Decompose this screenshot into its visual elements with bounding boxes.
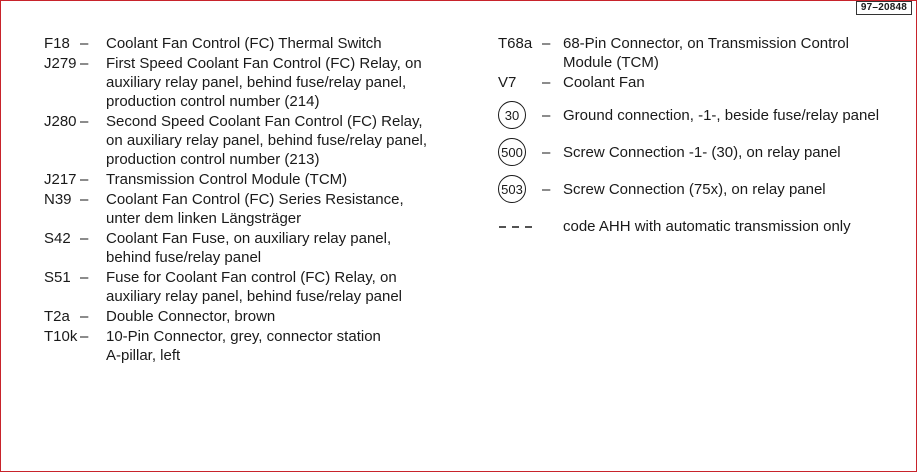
component-code: V7	[498, 74, 517, 91]
description-line: First Speed Coolant Fan Control (FC) Relay, on	[106, 55, 422, 72]
document-id: 97–20848	[856, 1, 912, 15]
description-line: Double Connector, brown	[106, 308, 276, 325]
description-line: production control number (213)	[106, 151, 320, 168]
component-code: S42	[44, 230, 71, 247]
component-description	[563, 73, 913, 92]
component-description	[563, 34, 913, 72]
circled-entry-30	[498, 101, 913, 129]
description-line: Coolant Fan Control (FC) Thermal Switch	[106, 35, 382, 52]
dashed-line-icon	[498, 224, 542, 230]
component-code: T2a	[44, 308, 70, 325]
legend-description: code AHH with automatic transmission only	[563, 218, 851, 235]
description-line: 68-Pin Connector, on Transmission Control	[563, 35, 849, 52]
separator-dash: –	[80, 113, 89, 130]
separator-dash: –	[542, 35, 551, 52]
description-line: behind fuse/relay panel	[106, 249, 262, 266]
description-line: unter dem linken Längsträger	[106, 210, 302, 227]
connection-description: Screw Connection (75x), on relay panel	[563, 180, 826, 198]
component-code: F18	[44, 35, 70, 52]
legend-entry-s42	[44, 229, 484, 267]
separator-dash: –	[80, 269, 89, 286]
description-line: 10-Pin Connector, grey, connector station	[106, 328, 381, 345]
description-line: Module (TCM)	[563, 54, 659, 71]
component-description	[106, 112, 484, 169]
legend-entry-t2a	[44, 307, 484, 326]
component-description	[106, 170, 484, 189]
ground-connection-circle-icon: 30	[498, 101, 526, 129]
separator-dash: –	[80, 171, 89, 188]
legend-entry-v7	[498, 73, 913, 92]
legend-entry-f18	[44, 34, 484, 53]
legend-entry-n39	[44, 190, 484, 228]
description-line: auxiliary relay panel, behind fuse/relay panel	[106, 288, 403, 305]
component-description	[106, 34, 484, 53]
separator-dash: –	[80, 308, 89, 325]
component-description	[106, 229, 484, 267]
circled-entry-500	[498, 138, 913, 166]
legend-entry-j217	[44, 170, 484, 189]
component-code: N39	[44, 191, 72, 208]
legend-entry-j279	[44, 54, 484, 111]
description-line: Coolant Fan Fuse, on auxiliary relay panel,	[106, 230, 392, 247]
component-code: T68a	[498, 35, 533, 52]
description-line: Fuse for Coolant Fan control (FC) Relay, on	[106, 269, 397, 286]
component-description	[106, 268, 484, 306]
separator-dash: –	[80, 230, 89, 247]
right-column	[498, 34, 913, 236]
description-line: production control number (214)	[106, 93, 320, 110]
legend-entry-t68a	[498, 34, 913, 72]
separator-dash: –	[80, 191, 89, 208]
component-code: S51	[44, 269, 71, 286]
legend-entry-s51	[44, 268, 484, 306]
description-line: auxiliary relay panel, behind fuse/relay panel,	[106, 74, 407, 91]
component-code: J217	[44, 171, 77, 188]
description-line: Second Speed Coolant Fan Control (FC) Relay,	[106, 113, 423, 130]
component-code: J280	[44, 113, 77, 130]
component-description	[106, 54, 484, 111]
component-code: T10k	[44, 328, 78, 345]
component-code: J279	[44, 55, 77, 72]
separator-dash: –	[80, 55, 89, 72]
component-description	[106, 190, 484, 228]
screw-connection-circle-icon: 500	[498, 138, 526, 166]
separator-dash: –	[80, 35, 89, 52]
legend-entry-j280	[44, 112, 484, 169]
connection-description: Ground connection, -1-, beside fuse/relay panel	[563, 106, 880, 124]
connection-description: Screw Connection -1- (30), on relay panel	[563, 143, 841, 161]
screw-connection-circle-icon: 503	[498, 175, 526, 203]
description-line: on auxiliary relay panel, behind fuse/relay panel,	[106, 132, 428, 149]
separator-dash: –	[542, 180, 551, 198]
dashed-line-legend	[498, 217, 913, 236]
separator-dash: –	[80, 328, 89, 345]
separator-dash: –	[542, 106, 551, 124]
component-description	[106, 307, 484, 326]
circled-entry-503	[498, 175, 913, 203]
separator-dash: –	[542, 74, 551, 91]
separator-dash: –	[542, 143, 551, 161]
description-line: Transmission Control Module (TCM)	[106, 171, 348, 188]
description-line: A-pillar, left	[106, 347, 181, 364]
description-line: Coolant Fan Control (FC) Series Resistance,	[106, 191, 404, 208]
description-line: Coolant Fan	[563, 74, 645, 91]
component-description	[106, 327, 484, 365]
legend-entry-t10k	[44, 327, 484, 365]
left-column	[44, 34, 484, 366]
